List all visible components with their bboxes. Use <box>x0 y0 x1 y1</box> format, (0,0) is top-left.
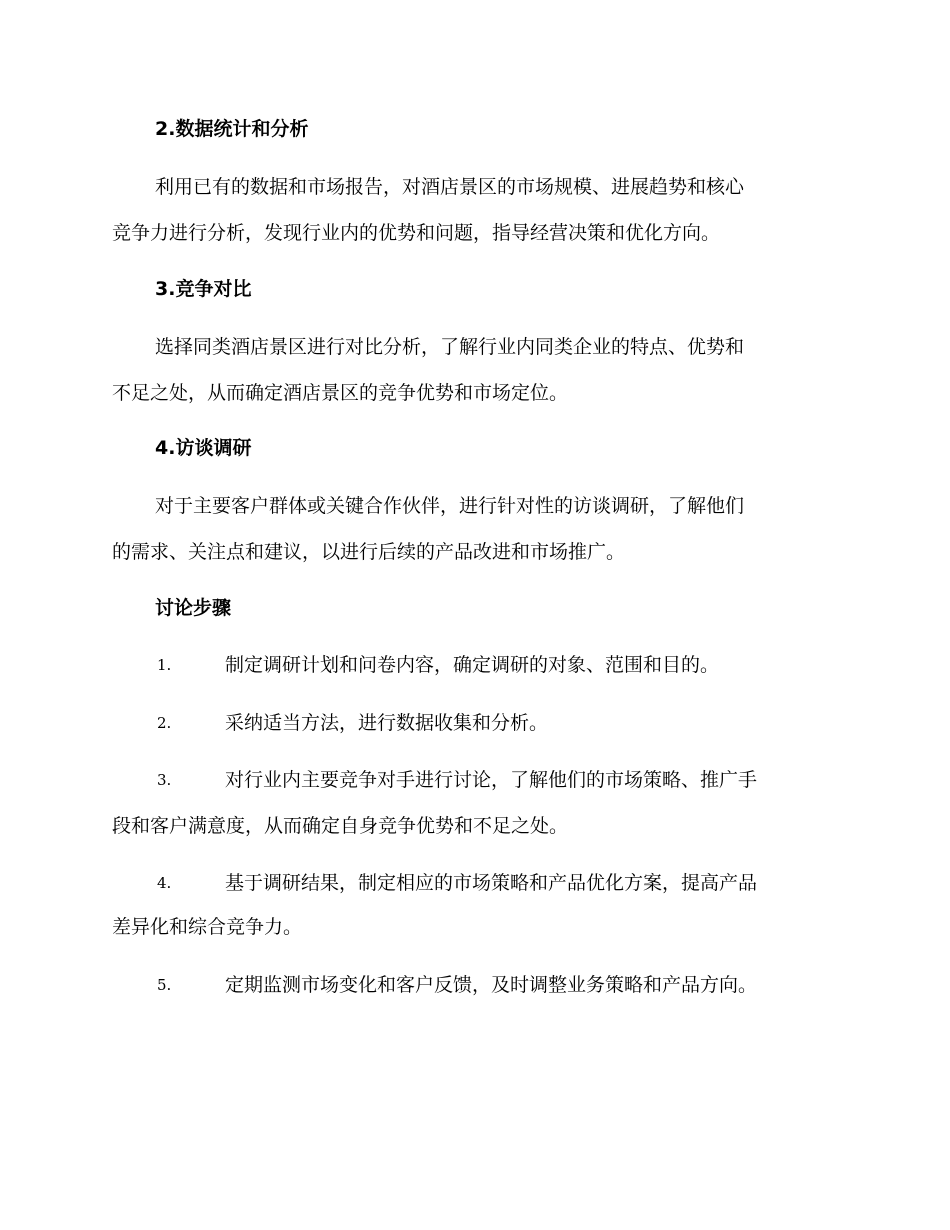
step-text: 采纳适当方法，进行数据收集和分析。 <box>225 712 549 734</box>
section-paragraph-competition <box>112 324 834 416</box>
paragraph-line: 对于主要客户群体或关键合作伙伴，进行针对性的访谈调研，了解他们 <box>155 495 745 517</box>
step-text: 基于调研结果，制定相应的市场策略和产品优化方案，提高产品 <box>225 872 758 894</box>
step-number: 3. <box>157 771 172 789</box>
step-number: 4. <box>157 874 172 892</box>
step-text-continuation: 段和客户满意度，从而确定自身竞争优势和不足之处。 <box>112 815 569 837</box>
section-paragraph-interview <box>112 483 834 575</box>
step-text-continuation: 差异化和综合竞争力。 <box>112 916 303 938</box>
paragraph-line: 竞争力进行分析，发现行业内的优势和问题，指导经营决策和优化方向。 <box>112 222 721 244</box>
paragraph-line: 选择同类酒店景区进行对比分析，了解行业内同类企业的特点、优势和 <box>155 336 745 358</box>
step-text: 对行业内主要竞争对手进行讨论，了解他们的市场策略、推广手 <box>225 769 758 791</box>
step-text: 定期监测市场变化和客户反馈，及时调整业务策略和产品方向。 <box>225 974 758 996</box>
steps-heading: 讨论步骤 <box>155 597 232 619</box>
paragraph-line: 不足之处，从而确定酒店景区的竞争优势和市场定位。 <box>112 382 569 404</box>
section-heading-data-analysis: 2.数据统计和分析 <box>155 118 309 140</box>
section-paragraph-data-analysis <box>112 164 834 256</box>
step-number: 5. <box>157 976 172 994</box>
step-number: 2. <box>157 714 172 732</box>
step-number: 1. <box>157 656 172 674</box>
paragraph-line: 的需求、关注点和建议，以进行后续的产品改进和市场推广。 <box>112 541 626 563</box>
section-heading-competition: 3.竞争对比 <box>155 278 252 300</box>
step-text: 制定调研计划和问卷内容，确定调研的对象、范围和目的。 <box>225 654 720 676</box>
section-heading-interview: 4.访谈调研 <box>155 437 252 459</box>
paragraph-line: 利用已有的数据和市场报告，对酒店景区的市场规模、进展趋势和核心 <box>155 176 745 198</box>
